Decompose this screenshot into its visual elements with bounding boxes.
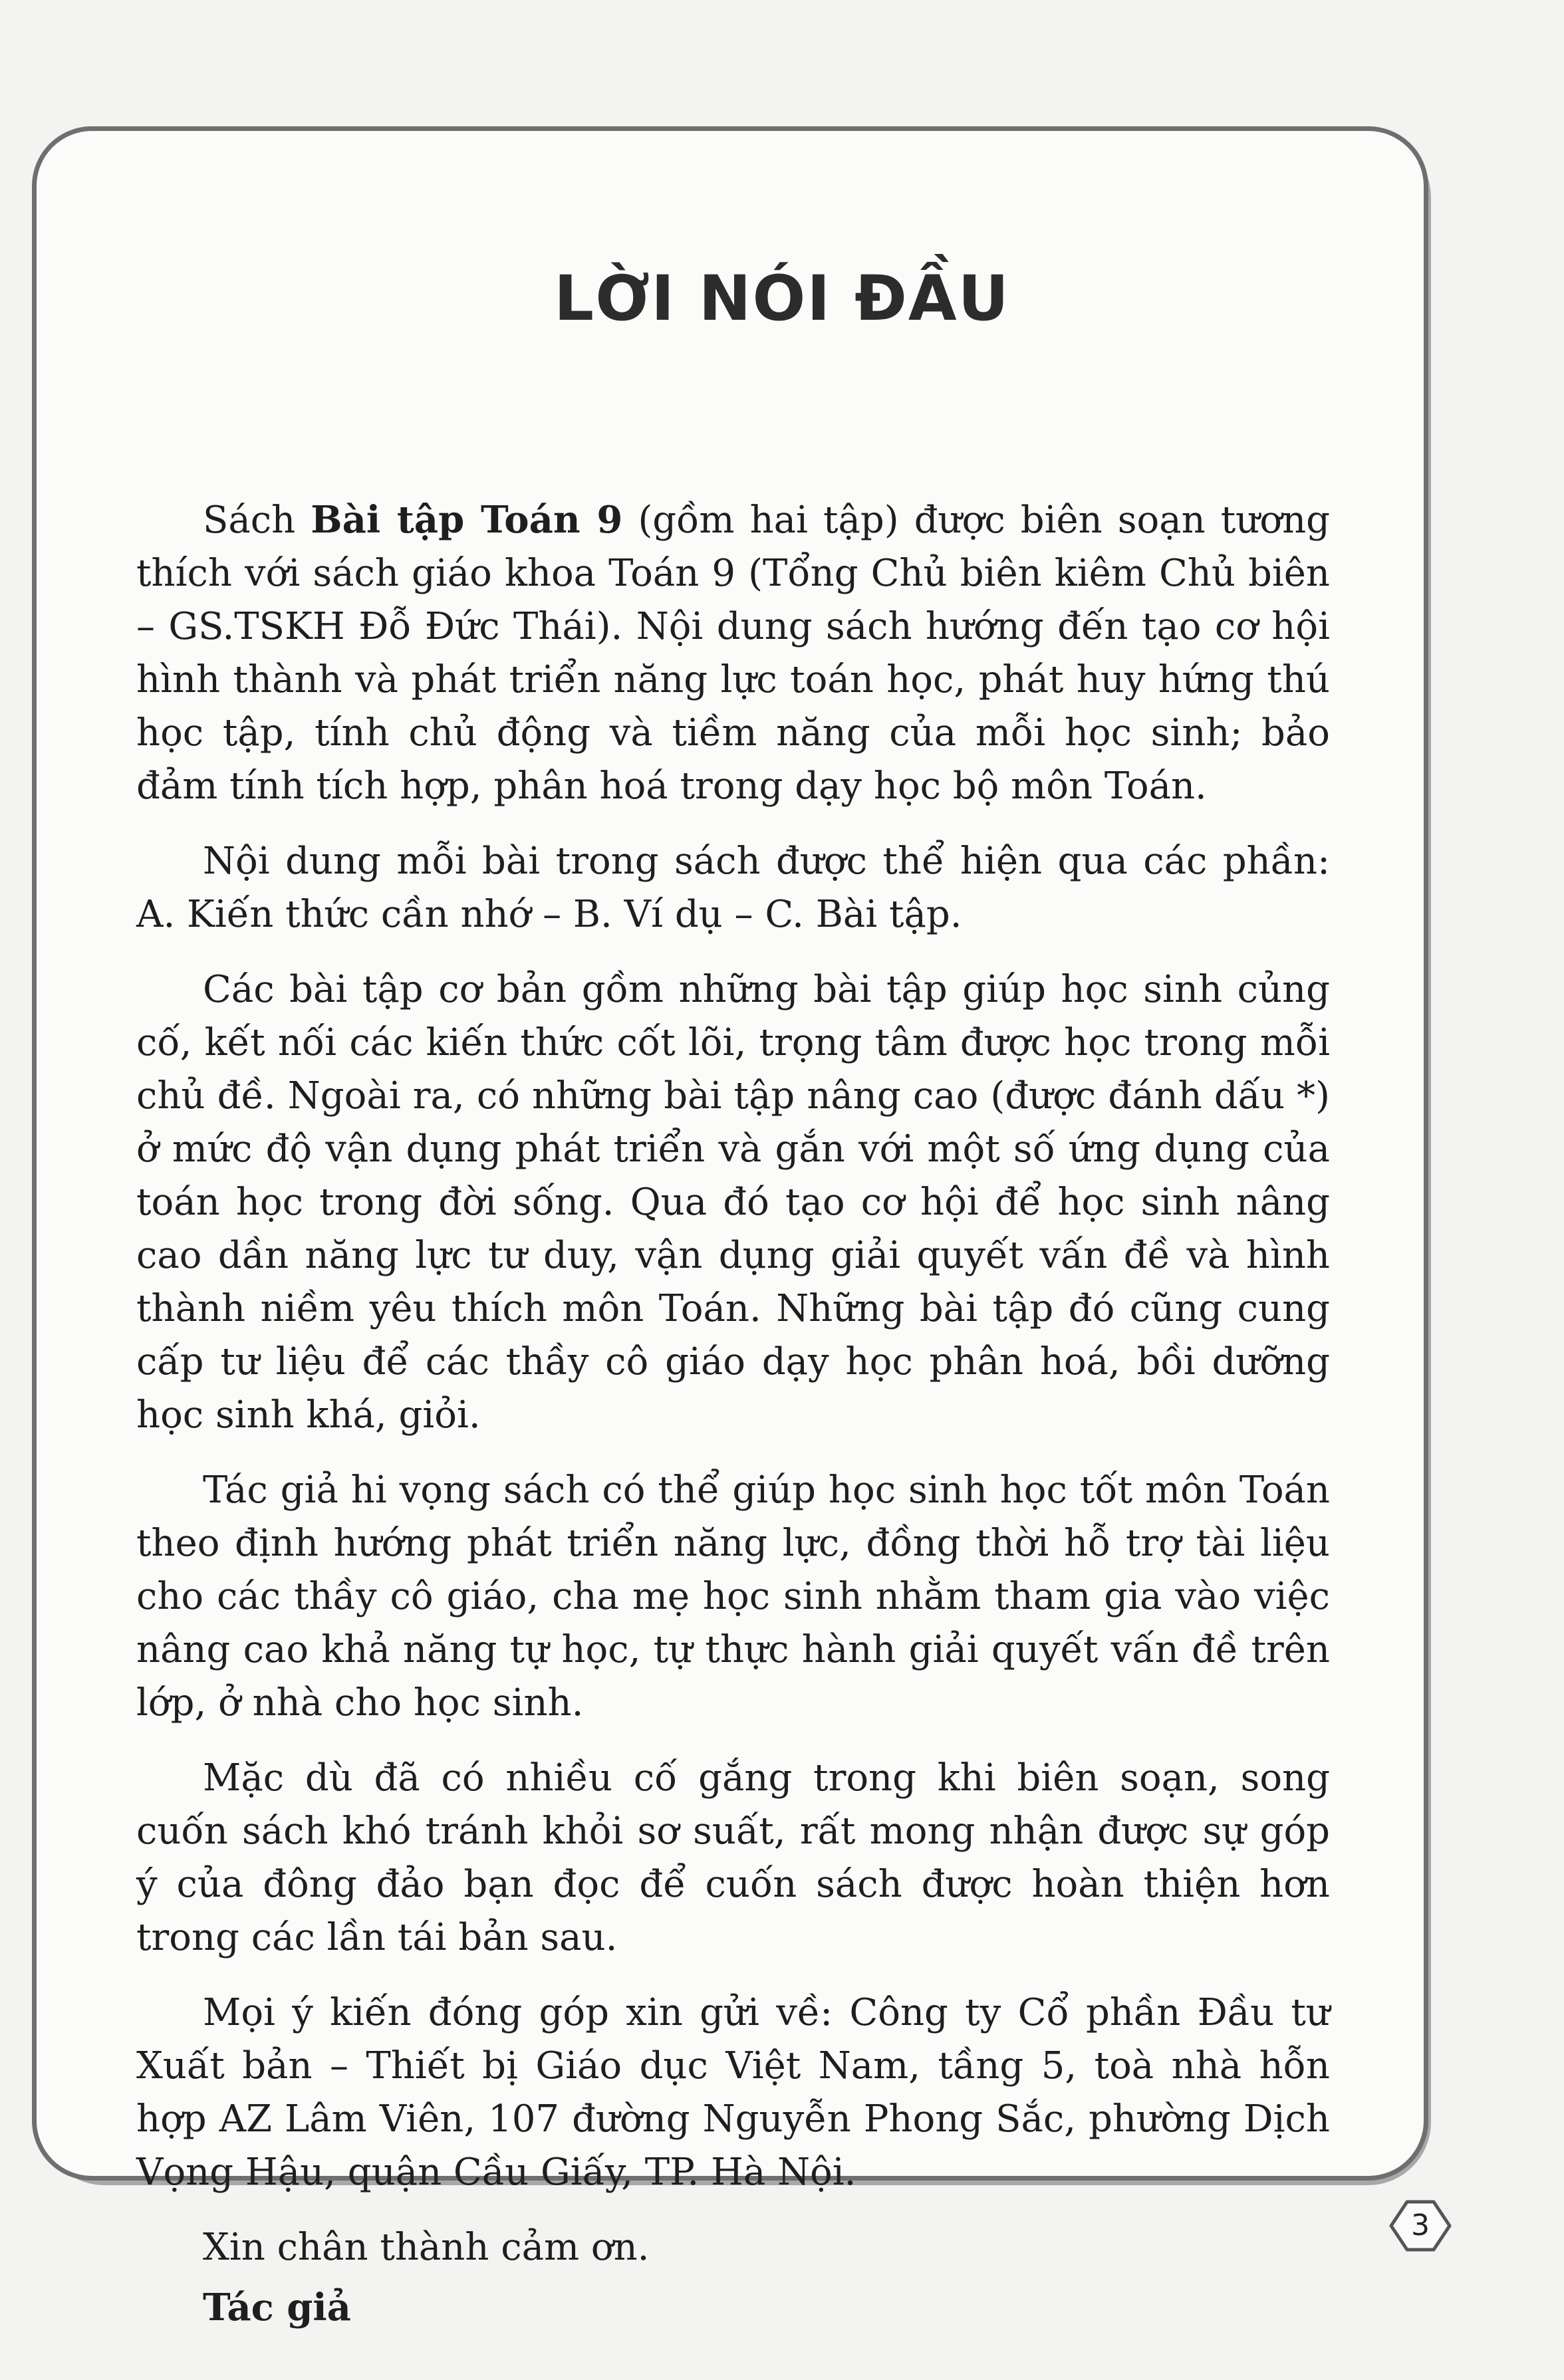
paragraph-feedback: Mặc dù đã có nhiều cố gắng trong khi biên soạn, song cuốn sách khó tránh khỏi sơ suất, rất mong nhận được sự góp ý của đông đảo bạn đọc để cuốn sách được hoàn thiện hơn trong các lần tái bản sau. [136,1756,1330,1959]
paragraph-structure: Nội dung mỗi bài trong sách được thể hiện qua các phần: A. Kiến thức cần nhớ – B. Ví dụ – C. Bài tập. [136,840,1330,936]
paragraph-contact: Mọi ý kiến đóng góp xin gửi về: Công ty Cổ phần Đầu tư Xuất bản – Thiết bị Giáo dục Việt Nam, tầng 5, toà nhà hỗn hợp AZ Lâm Viên, 107 đường Nguyễn Phong Sắc, phường Dịch Vọng Hậu, quận Cầu Giấy, TP. Hà Nội. [136,1991,1330,2194]
page-number-badge [1388,2199,1452,2252]
page-number: 3 [1411,2208,1430,2242]
preface-body [136,493,1330,2356]
paragraph-intro [136,493,1330,813]
paragraph-hope: Tác giả hi vọng sách có thể giúp học sinh học tốt môn Toán theo định hướng phát triển năng lực, đồng thời hỗ trợ tài liệu cho các thầy cô giáo, cha mẹ học sinh nhằm tham gia vào việc nâng cao khả năng tự học, tự thực hành giải quyết vấn đề trên lớp, ở nhà cho học sinh. [136,1469,1330,1725]
intro-text-start: Sách [203,499,311,542]
book-title: Bài tập Toán 9 [311,498,623,542]
author-signature: Tác giả [203,2286,351,2329]
paragraph-thanks: Xin chân thành cảm ơn. [203,2226,650,2269]
paragraph-exercises: Các bài tập cơ bản gồm những bài tập giúp học sinh củng cố, kết nối các kiến thức cốt lõi, trọng tâm được học trong mỗi chủ đề. Ngoài ra, có những bài tập nâng cao (được đánh dấu *) ở mức độ vận dụng phát triển và gắn với một số ứng dụng của toán học trong đời sống. Qua đó tạo cơ hội để học sinh nâng cao dần năng lực tư duy, vận dụng giải quyết vấn đề và hình thành niềm yêu thích môn Toán. Những bài tập đó cũng cung cấp tư liệu để các thầy cô giáo dạy học phân hoá, bồi dưỡng học sinh khá, giỏi. [136,968,1330,1437]
page-title: LỜI NÓI ĐẦU [554,263,1010,335]
intro-text-rest: (gồm hai tập) được biên soạn tương thích với sách giáo khoa Toán 9 (Tổng Chủ biên kiêm Chủ biên – GS.TSKH Đỗ Đức Thái). Nội dung sách hướng đến tạo cơ hội hình thành và phát triển năng lực toán học, phát huy hứng thú học tập, tính chủ động và tiềm năng của mỗi học sinh; bảo đảm tính tích hợp, phân hoá trong dạy học bộ môn Toán. [136,499,1330,808]
